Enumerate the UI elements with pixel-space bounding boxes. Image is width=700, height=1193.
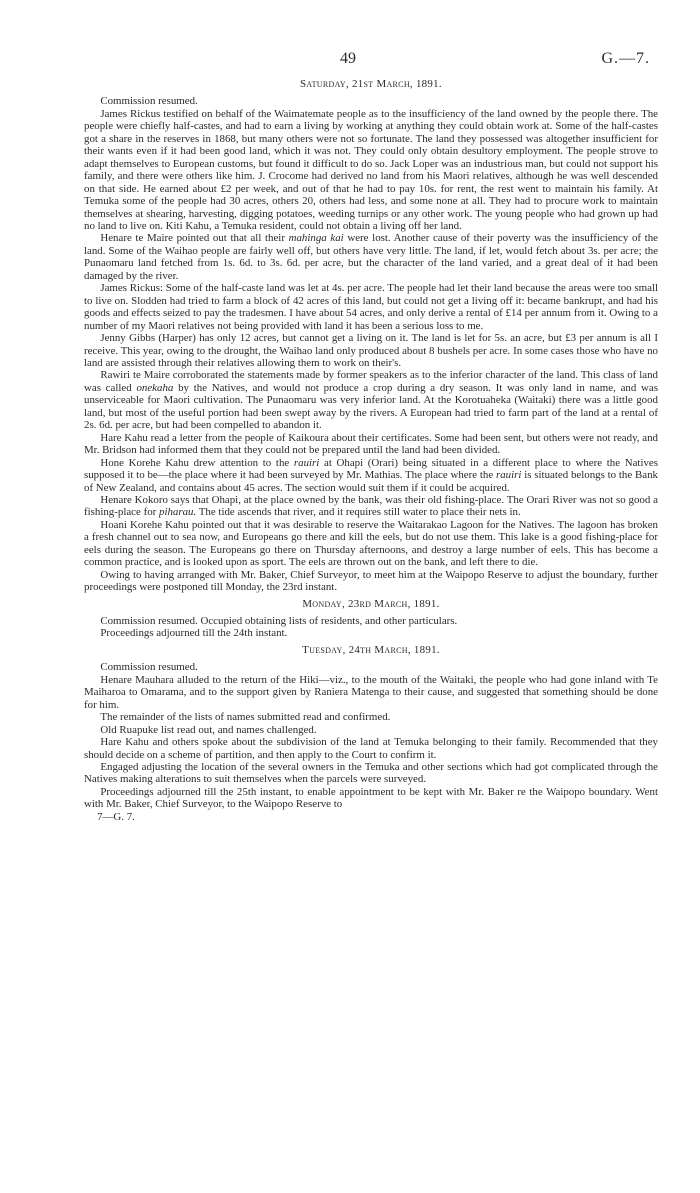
maori-term: rauiri: [293, 456, 320, 469]
paragraph: [84, 232, 658, 282]
paragraph: The remainder of the lists of names submitted read and confirmed.: [100, 711, 391, 724]
date-heading-tuesday: Tuesday, 24th March, 1891.: [302, 643, 440, 656]
maori-term: onekaha: [136, 381, 174, 394]
paragraph: Proceedings adjourned till the 24th instant.: [100, 627, 288, 640]
paragraph: Hoani Korehe Kahu pointed out that it was desirable to reserve the Waitarakao Lagoon for the Natives. The lagoon has broken a fresh channel out to sea now, and Europeans go there and kill the eels, but do not use them. This lake is a good fishing-place for eels during the season. The Europeans go there on Thursday afternoons, and destroy a large number of eels. This has become a common practice, and is looked upon as sport. The eels are thrown out on the bank, and left there to die.: [84, 518, 658, 569]
paragraph: Proceedings adjourned till the 25th instant, to enable appointment to be kept with Mr. Baker re the Waipopo boundary. Went with Mr. Baker, Chief Surveyor, to the Waipopo Reserve to: [84, 785, 658, 811]
paragraph-text: Hone Korehe Kahu drew attention to the: [100, 456, 290, 469]
document-reference: G.—7.: [601, 50, 650, 67]
paragraph-text: by the Natives, and would not produce a crop during a dry season. It was only land in name, and was unserviceable for Maori cultivation. The Punaomaru was very inferior land. At the Korotuaheka (Waitaki) there was a little good land, but most of the useful portion had been swept away by the rivers. A European had tried to farm part of the land at a rental of 2s. 6d. per acre, but had been compelled to abandon it.: [84, 381, 658, 432]
paragraph: Hare Kahu read a letter from the people of Kaikoura about their certificates. Some had been sent, but others were not ready, and Mr. Bridson had informed them that they could not be prepared until the land had been divided.: [84, 431, 658, 457]
paragraph-text: The tide ascends that river, and it requires still water to place their nets in.: [198, 506, 521, 519]
paragraph-text: Henare Kokoro says that Ohapi, at the place owned by the bank, was their old fishing-place. The Orari River was not so good a fishing-place for: [84, 493, 658, 519]
page-header: [0, 50, 700, 70]
maori-term: mahinga kai: [288, 232, 344, 245]
maori-term: piharau.: [159, 506, 197, 519]
paragraph: Henare Mauhara alluded to the return of the Hiki—viz., to the mouth of the Waitaki, the people who had gone inland with Te Maiharoa to Omarama, and to the support given by Raniera Matenga to their cause, and suggested that something should be done for him.: [84, 673, 658, 711]
paragraph-text: Henare te Maire pointed out that all their: [100, 232, 285, 245]
paragraph: Commission resumed.: [100, 95, 198, 108]
signature-mark: 7—G. 7.: [97, 810, 135, 823]
paragraph: Jenny Gibbs (Harper) has only 12 acres, but cannot get a living on it. The land is let for 5s. an acre, but £3 per annum is all I receive. This year, owing to the drought, the Waihao land only produced about 8 bushels per acre. In some cases those who have no land are assisted through their relatives allowing them to work on their's.: [84, 332, 658, 369]
paragraph-text: were lost. Another cause of their poverty was the insufficiency of the land. Some of the Waihao people are fairly well off, but others have very little. The land, if let, would fetch about 3s. per acre; the Punaomaru land fetched from 1s. 6d. to 3s. 6d. per acre, but the character of the land varied, and a great deal of it had been damaged by the river.: [84, 232, 658, 282]
paragraph: James Rickus: Some of the half-caste land was let at 4s. per acre. The people had let their land because the areas were too small to live on. Slodden had tried to farm a block of 42 acres of this land, but could not get a living off it: became bankrupt, and had his goods and effects seized to pay the tradesmen. I have about 54 acres, and only derive a rental of £14 per annum from it. Owing to a number of my Maori relatives not being provided with land it has been a serious loss to me.: [84, 282, 658, 332]
paragraph: [84, 369, 658, 431]
paragraph: [84, 457, 658, 494]
paragraph: Old Ruapuke list read out, and names challenged.: [100, 723, 317, 736]
paragraph: James Rickus testified on behalf of the Waimatemate people as to the insufficiency of the land owned by the people there. The people were chiefly half-castes, and had to earn a living by working at anything they could obtain work at. Some of the half-castes got a share in the reserves in 1868, but many others were not so fortunate. The land they possessed was altogether insufficient for their wants even if it had been good land, which it was not. They could only obtain desultory employment. The people strove to adapt themselves to European customs, but found it difficult to do so. Jack Loper was an industrious man, but could not support his family, and there were others like him. J. Crocome had derived no land from his Maori relatives, although he was well descended on that side. He earned about £2 per week, and out of that he had to pay 10s. for rent, the rest went to maintain his family. At Temuka some of the people had 30 acres, others 20, others had less, and some none at all. They had to procure work to maintain themselves at shearing, harvesting, digging potatoes, weeding turnips or any other work. The young people who had grown up had no land to live on. Kiti Kahu, a Temuka resident, could not obtain a living off her land.: [84, 107, 658, 232]
paragraph-text: is situated belongs to the Bank of New Zealand, and contains about 45 acres. The section would suit them if it could be acquired.: [84, 469, 658, 494]
paragraph: Hare Kahu and others spoke about the subdivision of the land at Temuka belonging to their family. Recommended that they should decide on a scheme of partition, and then apply to the Court to confirm it.: [84, 736, 658, 761]
date-heading-monday: Monday, 23rd March, 1891.: [302, 597, 440, 610]
body-text: [84, 78, 658, 823]
paragraph: [84, 494, 658, 519]
paragraph-text: Rawiri te Maire corroborated the statements made by former speakers as to the inferior character of the land. This class of land was called: [84, 369, 658, 394]
paragraph: Owing to having arranged with Mr. Baker, Chief Surveyor, to meet him at the Waipopo Reserve to adjust the boundary, further proceedings were postponed till Monday, the 23rd instant.: [84, 568, 658, 594]
date-heading-saturday: Saturday, 21st March, 1891.: [300, 78, 442, 90]
paragraph: Engaged adjusting the location of the several owners in the Temuka and other sections which had got complicated through the Natives making alterations to suit themselves when the parcels were surveyed.: [84, 761, 658, 786]
page-number: 49: [340, 50, 356, 67]
paragraph: Commission resumed. Occupied obtaining lists of residents, and other particulars.: [100, 615, 458, 628]
maori-term: rauiri: [496, 469, 522, 482]
paragraph: Commission resumed.: [100, 661, 198, 674]
paragraph-text: at Ohapi (Orari) being situated in a different place to where the Natives supposed it to be—the place where it had been surveyed by Mr. Mathias. The place where the: [84, 456, 658, 482]
